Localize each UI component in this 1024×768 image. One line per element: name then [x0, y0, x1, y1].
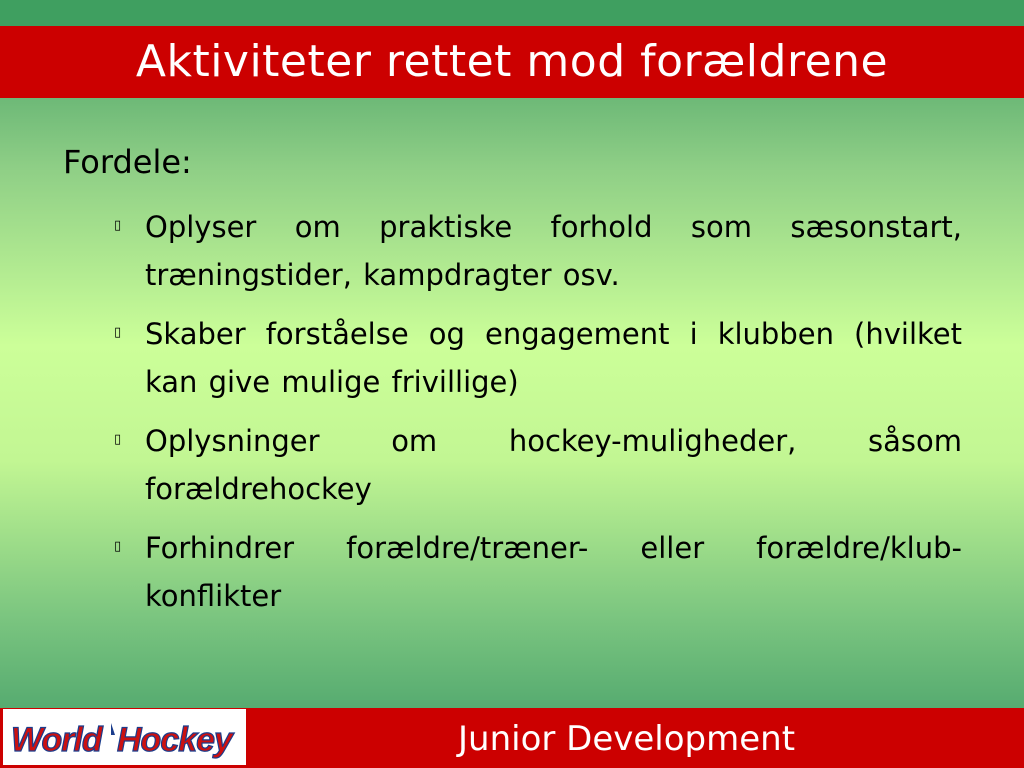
section-heading: Fordele:	[63, 143, 192, 181]
bullet-text: Skaber forståelse og engagement i klubben (hvilket kan give mulige frivillige)	[145, 317, 962, 399]
bullet-text: Forhindrer forældre/træner- eller forældre/klub-konflikter	[145, 531, 962, 613]
bullet-icon: ▯	[114, 325, 122, 340]
title-bar	[0, 26, 1024, 98]
bullet-list	[112, 203, 962, 631]
slide-title: Aktiviteter rettet mod forældrene	[135, 36, 889, 87]
bullet-icon: ▯	[114, 218, 122, 233]
logo-swoosh-icon	[111, 723, 115, 735]
list-item	[112, 203, 962, 299]
bullet-icon: ▯	[114, 539, 122, 554]
bullet-text: Oplysninger om hockey-muligheder, såsom forældrehockey	[145, 424, 962, 506]
logo-word-2: Hockey	[116, 721, 232, 759]
world-hockey-logo	[3, 709, 246, 765]
list-item	[112, 417, 962, 513]
bullet-text: Oplyser om praktiske forhold som sæsonstart, træningstider, kampdragter osv.	[145, 210, 962, 292]
top-strip	[0, 0, 1024, 26]
bullet-icon: ▯	[114, 432, 122, 447]
footer-title: Junior Development	[458, 719, 796, 759]
list-item	[112, 310, 962, 406]
logo-graphic	[7, 713, 243, 761]
list-item	[112, 524, 962, 620]
logo-word-1: World	[10, 721, 102, 759]
